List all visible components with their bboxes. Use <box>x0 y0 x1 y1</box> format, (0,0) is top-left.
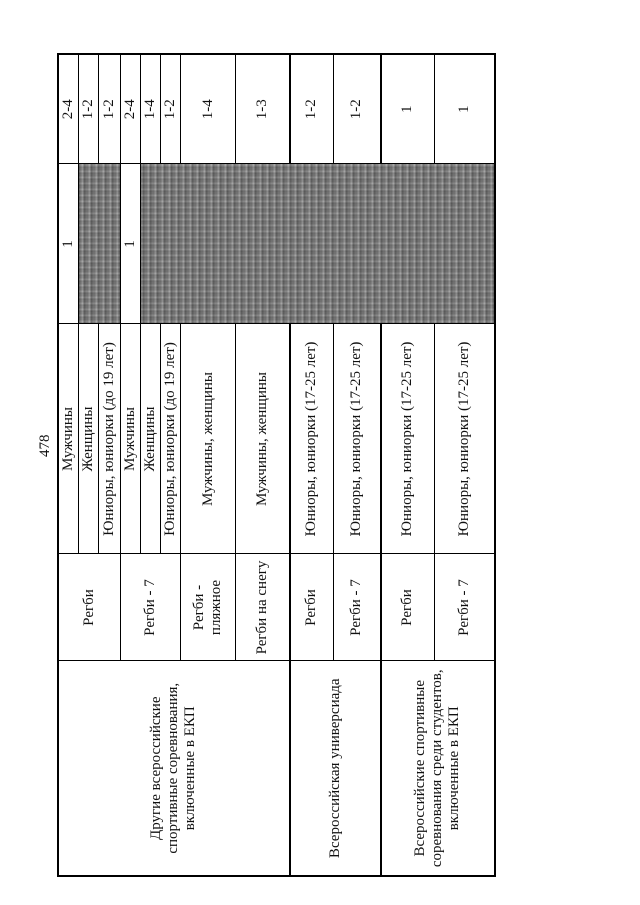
group-cell: Женщины <box>141 324 161 554</box>
rotated-table-container <box>57 55 472 877</box>
places-cell: 2-4 <box>58 54 79 164</box>
places-cell: 1-2 <box>99 54 121 164</box>
group-cell: Мужчины, женщины <box>236 324 290 554</box>
places-cell: 1-2 <box>334 54 381 164</box>
table-row <box>58 54 79 876</box>
shaded-cell <box>141 164 495 324</box>
competition-cell: Всероссийская универсиада <box>290 661 381 876</box>
discipline-cell: Регби - 7 <box>121 554 181 661</box>
places-cell: 1 <box>435 54 495 164</box>
group-cell: Мужчины <box>58 324 79 554</box>
discipline-cell: Регби - 7 <box>334 554 381 661</box>
places-cell: 1-4 <box>181 54 236 164</box>
places-cell: 1-3 <box>236 54 290 164</box>
places-cell: 1-4 <box>141 54 161 164</box>
group-cell: Юниоры, юниорки (17-25 лет) <box>290 324 334 554</box>
discipline-cell: Регби на снегу <box>236 554 290 661</box>
page-number: 478 <box>37 434 53 457</box>
places-cell: 2-4 <box>121 54 141 164</box>
places-cell: 1-2 <box>161 54 181 164</box>
places-cell: 1-2 <box>79 54 99 164</box>
group-cell: Юниоры, юниорки (до 19 лет) <box>161 324 181 554</box>
places-cell: 1 <box>381 54 435 164</box>
shaded-cell <box>79 164 121 324</box>
group-cell: Юниоры, юниорки (до 19 лет) <box>99 324 121 554</box>
classification-table <box>57 53 496 877</box>
discipline-cell: Регби - пляжное <box>181 554 236 661</box>
places-cell: 1-2 <box>290 54 334 164</box>
discipline-cell: Регби <box>381 554 435 661</box>
competition-cell: Всероссийские спортивные соревнования среди студентов, включенные в ЕКП <box>381 661 495 876</box>
discipline-cell: Регби - 7 <box>435 554 495 661</box>
mid-cell: 1 <box>121 164 141 324</box>
group-cell: Мужчины <box>121 324 141 554</box>
competition-cell: Другие всероссийские спортивные соревнования, включенные в ЕКП <box>58 661 290 876</box>
group-cell: Юниоры, юниорки (17-25 лет) <box>334 324 381 554</box>
group-cell: Юниоры, юниорки (17-25 лет) <box>381 324 435 554</box>
discipline-cell: Регби <box>58 554 121 661</box>
mid-cell: 1 <box>58 164 79 324</box>
group-cell: Юниоры, юниорки (17-25 лет) <box>435 324 495 554</box>
group-cell: Мужчины, женщины <box>181 324 236 554</box>
group-cell: Женщины <box>79 324 99 554</box>
discipline-cell: Регби <box>290 554 334 661</box>
